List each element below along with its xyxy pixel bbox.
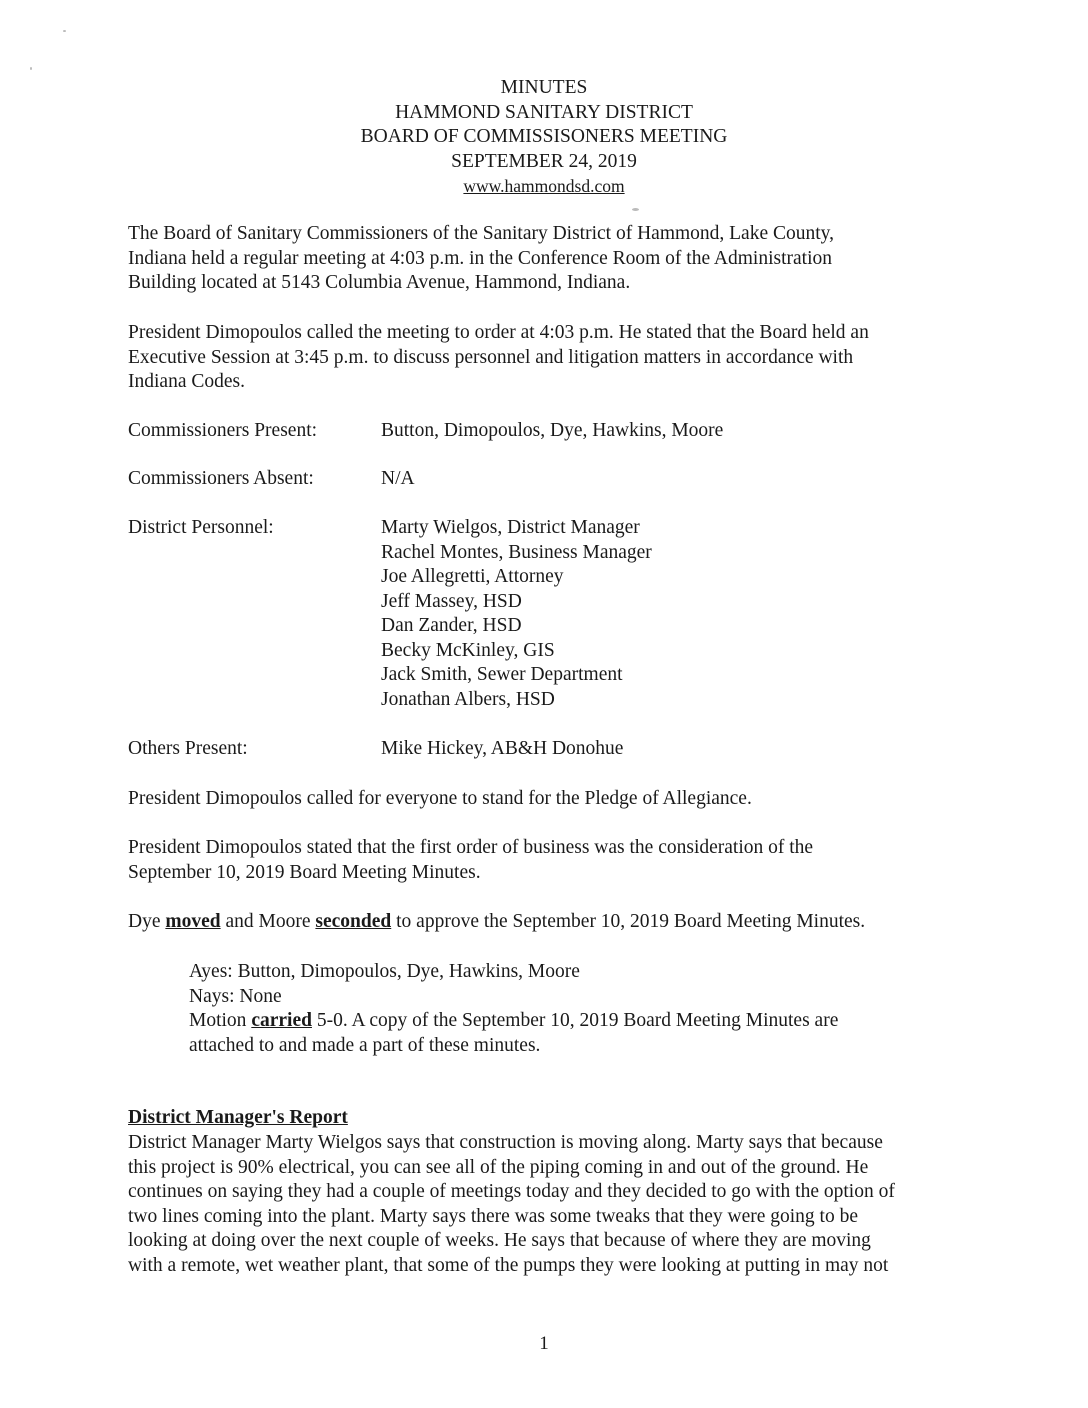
- page-number: 1: [539, 1333, 549, 1354]
- pledge-paragraph: [128, 787, 968, 812]
- pledge-line: President Dimopoulos called for everyone to stand for the Pledge of Allegiance.: [128, 788, 752, 809]
- motion-line: [128, 910, 968, 935]
- vote-ayes: Ayes: Button, Dimopoulos, Dye, Hawkins, Moore: [189, 961, 580, 982]
- personnel-item: Dan Zander, HSD: [381, 615, 522, 636]
- motion-mid: and Moore: [220, 911, 316, 932]
- commissioners-present-value: Button, Dimopoulos, Dye, Hawkins, Moore: [381, 420, 724, 441]
- report-line: this project is 90% electrical, you can see all of the piping coming in and out of the ground. He: [128, 1156, 869, 1178]
- personnel-item: Marty Wielgos, District Manager: [381, 517, 640, 538]
- intro-line: Indiana held a regular meeting at 4:03 p.m. in the Conference Room of the Administration: [128, 247, 832, 269]
- call-to-order-line: President Dimopoulos called the meeting to order at 4:03 p.m. He stated that the Board held an: [128, 322, 869, 343]
- personnel-item: Rachel Montes, Business Manager: [381, 541, 652, 563]
- first-order-line: September 10, 2019 Board Meeting Minutes.: [128, 861, 481, 883]
- vote-block: [189, 960, 838, 1058]
- header-url-link[interactable]: www.hammondsd.com: [463, 176, 625, 196]
- intro-paragraph: [128, 222, 968, 296]
- district-personnel-list: [381, 516, 652, 712]
- first-order-paragraph: [128, 836, 968, 885]
- carried-keyword: carried: [251, 1010, 312, 1031]
- motion-paragraph: [128, 910, 968, 935]
- seconded-keyword: seconded: [315, 911, 392, 932]
- report-line: two lines coming into the plant. Marty says there was some tweaks that they were going to be: [128, 1205, 859, 1227]
- managers-report-heading: District Manager's Report: [128, 1107, 348, 1128]
- vote-motion-line: [189, 1009, 838, 1034]
- report-line: with a remote, wet weather plant, that some of the pumps they were looking at putting in may not: [128, 1254, 889, 1276]
- header-meeting: BOARD OF COMMISSISONERS MEETING: [360, 126, 728, 147]
- intro-line: The Board of Sanitary Commissioners of the Sanitary District of Hammond, Lake County,: [128, 223, 835, 244]
- motion-suffix: to approve the September 10, 2019 Board Meeting Minutes.: [391, 911, 866, 932]
- document-header: [0, 76, 1088, 199]
- personnel-item: Jonathan Albers, HSD: [381, 688, 555, 710]
- moved-keyword: moved: [165, 911, 221, 932]
- header-title: MINUTES: [500, 77, 588, 98]
- vote-motion-suffix: 5-0. A copy of the September 10, 2019 Board Meeting Minutes are: [311, 1010, 839, 1031]
- personnel-item: Becky McKinley, GIS: [381, 639, 555, 661]
- call-to-order-line: Indiana Codes.: [128, 371, 245, 392]
- header-date: SEPTEMBER 24, 2019: [451, 150, 637, 172]
- commissioners-present-label: Commissioners Present:: [128, 420, 318, 441]
- commissioners-absent-label: Commissioners Absent:: [128, 468, 314, 489]
- intro-line: Building located at 5143 Columbia Avenue, Hammond, Indiana.: [128, 272, 631, 293]
- report-line: continues on saying they had a couple of meetings today and they decided to go with the option of: [128, 1181, 895, 1202]
- vote-motion-prefix: Motion: [189, 1010, 252, 1031]
- personnel-item: Joe Allegretti, Attorney: [381, 566, 564, 587]
- report-line: looking at doing over the next couple of weeks. He says that because of where they are moving: [128, 1230, 871, 1251]
- call-to-order-line: Executive Session at 3:45 p.m. to discuss personnel and litigation matters in accordance with: [128, 346, 854, 368]
- managers-report-paragraph: [128, 1131, 968, 1278]
- others-present-value: Mike Hickey, AB&H Donohue: [381, 738, 624, 759]
- personnel-item: Jeff Massey, HSD: [381, 590, 522, 612]
- header-organization: HAMMOND SANITARY DISTRICT: [395, 101, 693, 123]
- others-present-label: Others Present:: [128, 738, 248, 759]
- district-personnel-label: District Personnel:: [128, 517, 274, 538]
- vote-motion-line2: attached to and made a part of these minutes.: [189, 1034, 541, 1056]
- commissioners-absent-value: N/A: [381, 468, 415, 489]
- motion-prefix: Dye: [128, 911, 166, 932]
- personnel-item: Jack Smith, Sewer Department: [381, 664, 623, 685]
- report-line: District Manager Marty Wielgos says that construction is moving along. Marty says that because: [128, 1132, 883, 1153]
- first-order-line: President Dimopoulos stated that the first order of business was the consideration of the: [128, 837, 814, 858]
- call-to-order-paragraph: [128, 321, 968, 395]
- vote-nays: Nays: None: [189, 985, 282, 1007]
